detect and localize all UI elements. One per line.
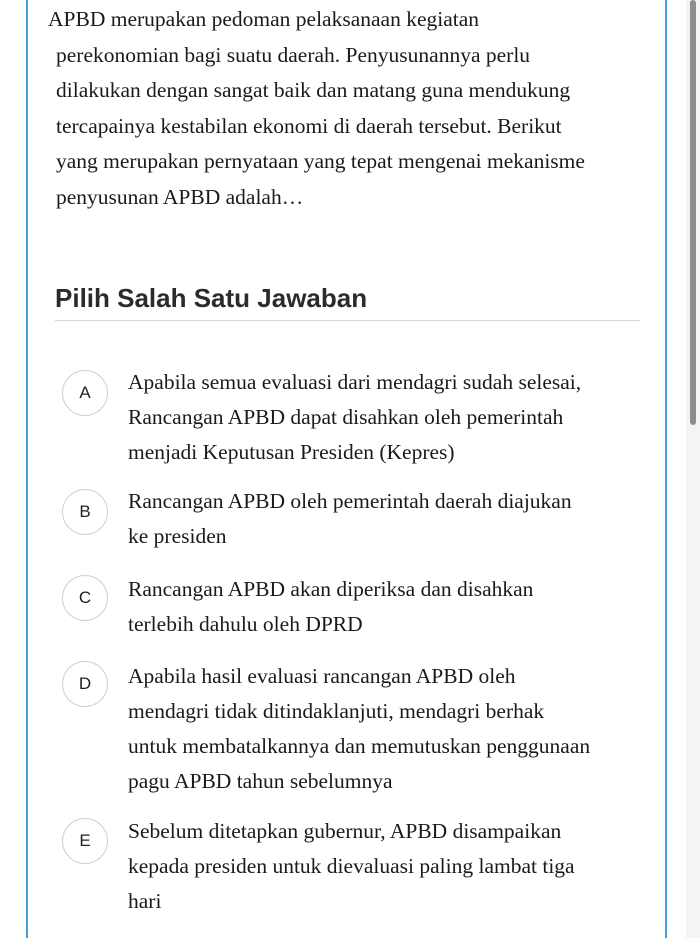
option-text[interactable] <box>128 814 648 919</box>
option-text[interactable] <box>128 572 648 642</box>
option-letter-badge[interactable]: E <box>62 818 108 864</box>
option-text[interactable] <box>128 659 648 799</box>
option-text-line: untuk membatalkannya dan memutuskan penggunaan <box>128 734 591 758</box>
content-frame-right-border <box>665 0 667 938</box>
scrollbar-thumb[interactable] <box>690 0 696 425</box>
option-text-line: mendagri tidak ditindaklanjuti, mendagri berhak <box>128 699 545 723</box>
option-text-line: kepada presiden untuk dievaluasi paling lambat tiga <box>128 854 575 878</box>
option-text-line: Sebelum ditetapkan gubernur, APBD disampaikan <box>128 819 562 843</box>
option-text-line: terlebih dahulu oleh DPRD <box>128 612 363 636</box>
question-line: penyusunan APBD adalah… <box>56 184 304 209</box>
option-text-line: menjadi Keputusan Presiden (Kepres) <box>128 440 455 464</box>
question-line: perekonomian bagi suatu daerah. Penyusunannya perlu <box>56 42 531 67</box>
option-letter-badge[interactable]: B <box>62 489 108 535</box>
answer-section-title: Pilih Salah Satu Jawaban <box>55 283 368 313</box>
option-letter-badge[interactable]: D <box>62 661 108 707</box>
option-text[interactable] <box>128 365 648 470</box>
option-text-line: Rancangan APBD akan diperiksa dan disahkan <box>128 577 534 601</box>
question-line: tercapainya kestabilan ekonomi di daerah tersebut. Berikut <box>56 113 562 138</box>
option-text-line: Rancangan APBD dapat disahkan oleh pemerintah <box>128 405 564 429</box>
option-text-line: Apabila semua evaluasi dari mendagri sudah selesai, <box>128 370 582 394</box>
question-line: yang merupakan pernyataan yang tepat mengenai mekanisme <box>56 149 585 173</box>
option-text-line: pagu APBD tahun sebelumnya <box>128 769 393 793</box>
option-letter-badge[interactable]: C <box>62 575 108 621</box>
question-line: APBD merupakan pedoman pelaksanaan kegiatan <box>48 7 480 31</box>
option-text-line: hari <box>128 889 162 913</box>
content-frame-left-border <box>26 0 28 938</box>
option-text[interactable] <box>128 484 648 554</box>
option-text-line: Apabila hasil evaluasi rancangan APBD oleh <box>128 664 516 688</box>
option-letter-badge[interactable]: A <box>62 370 108 416</box>
question-line: dilakukan dengan sangat baik dan matang guna mendukung <box>56 78 571 102</box>
option-text-line: Rancangan APBD oleh pemerintah daerah diajukan <box>128 489 572 513</box>
question-text <box>48 2 646 215</box>
section-divider <box>55 320 640 321</box>
option-text-line: ke presiden <box>128 524 227 548</box>
